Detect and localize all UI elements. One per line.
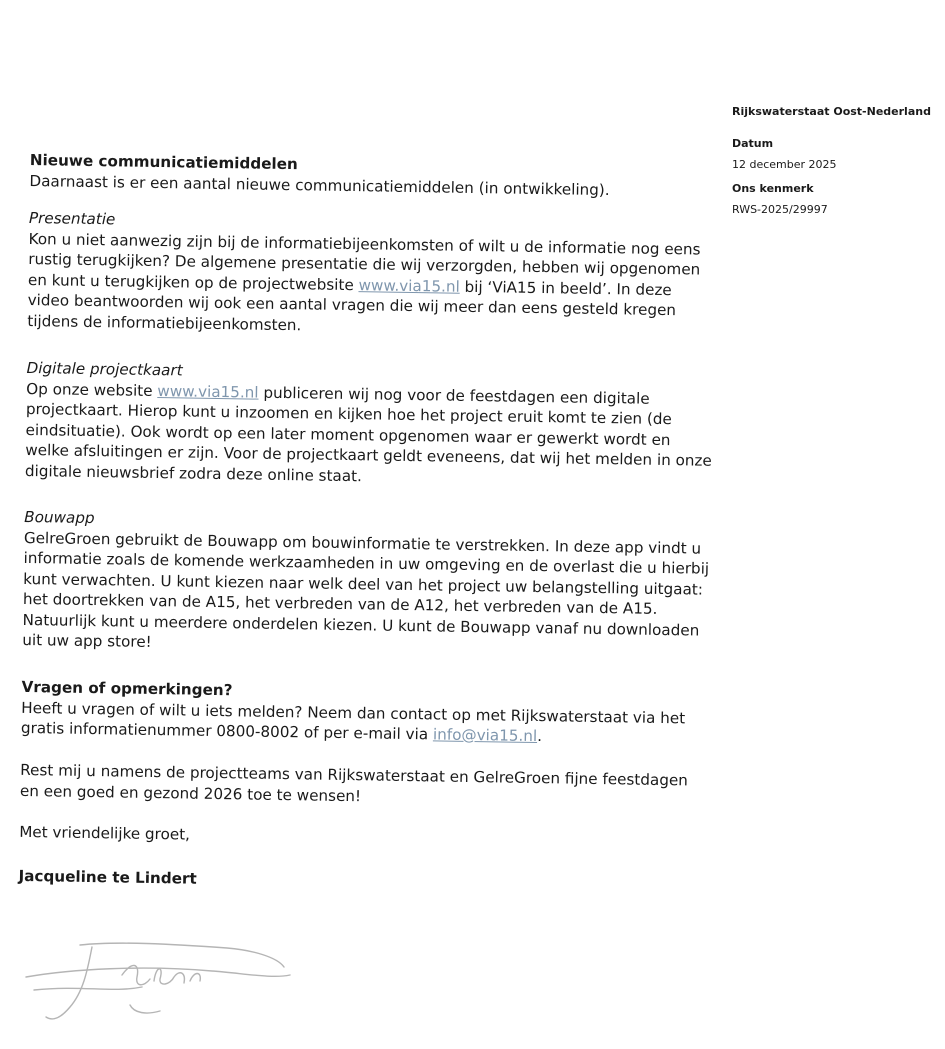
paragraph-project-map — [25, 378, 717, 491]
paragraph-text: Heeft u vragen of wilt u iets melden? Neem dan contact op met Rijkswaterstaat via het gratis informatienummer 0800-8002 of per e-mail via — [20, 698, 686, 744]
subheading-project-map: Digitale projectkaart — [26, 358, 183, 380]
signature-stroke — [34, 987, 142, 990]
date-value: 12 december 2025 — [732, 158, 837, 171]
signer-name: Jacqueline te Lindert — [18, 866, 197, 888]
section-bouwapp — [22, 507, 714, 661]
letter-meta-sidebar — [732, 105, 937, 217]
paragraph-text: Kon u niet aanwezig zijn bij de informatiebijeenkomsten of wilt u de informatie nog eens rustig terugkijken? De algemene presentatie die wij verzorgden, hebben wij opgenomen en kunt u terugkijken op de projectwebsite — [27, 229, 701, 294]
signature-stroke — [80, 943, 284, 967]
paragraph-text: bij ‘ViA15 in beeld’. In deze video beantwoorden wij ook een aantal vragen die wij meer dan eens gesteld kregen tijdens de informatiebijeenkomsten. — [27, 277, 677, 334]
signature-stroke — [154, 969, 184, 984]
section-heading-questions: Vragen of opmerkingen? — [21, 677, 233, 700]
section-heading-new-media: Nieuwe communicatiemiddelen — [29, 150, 298, 174]
date-label: Datum — [732, 137, 774, 150]
paragraph-text: Op onze website — [26, 379, 158, 400]
reference-value: RWS-2025/29997 — [732, 203, 828, 216]
closing-wishes — [20, 760, 711, 812]
letter-body — [18, 150, 720, 888]
signature-stroke — [130, 1005, 160, 1013]
website-link[interactable]: www.via15.nl — [157, 381, 259, 402]
section-presentation — [27, 208, 719, 342]
greeting-text: Met vriendelijke groet, — [19, 822, 191, 844]
organisation-name: Rijkswaterstaat Oost-Nederland — [732, 105, 931, 118]
paragraph-presentation — [27, 228, 719, 341]
signer-block — [18, 866, 708, 897]
paragraph-bouwapp: GelreGroen gebruikt de Bouwapp om bouwinformatie te verstrekken. In deze app vindt u informatie zoals de komende werkzaamheden in uw omgeving en de overlast die u hierbij kunt verwachten. U kunt kiezen naar welk deel van het project uw belangstelling uitgaat: het doortrekken van de A15, het verbreden van de A12, het verbreden van de A15. Natuurlijk kunt u meerdere onderdelen kiezen. U kunt de Bouwapp vanaf nu downloaden uit uw app store! — [22, 528, 710, 651]
signature-stroke — [46, 947, 92, 1019]
signature-stroke — [190, 974, 200, 982]
paragraph-text: . — [537, 727, 543, 746]
section-questions — [21, 677, 712, 749]
subheading-presentation: Presentatie — [28, 208, 116, 229]
section-intro: Daarnaast is er een aantal nieuwe communicatiemiddelen (in ontwikkeling). — [29, 171, 610, 199]
email-link[interactable]: info@via15.nl — [432, 725, 538, 746]
subheading-bouwapp: Bouwapp — [24, 507, 95, 528]
section-project-map — [25, 358, 717, 492]
paragraph-wishes: Rest mij u namens de projectteams van Rijkswaterstaat en GelreGroen fijne feestdagen en een goed en gezond 2026 toe te wensen! — [19, 760, 689, 805]
handwritten-signature — [22, 935, 312, 1030]
website-link[interactable]: www.via15.nl — [358, 275, 460, 296]
paragraph-text: publiceren wij nog voor de feestdagen een digitale projectkaart. Hierop kunt u inzoomen en kijken hoe het project eruit komt te zien (de eindsituatie). Ook wordt op een later moment opgenomen waar er gewerkt wordt en welke afsluitingen er zijn. Voor de projectkaart geldt eveneens, dat wij het melden in onze digitale nieuwsbrief zodra deze online staat. — [24, 383, 712, 485]
closing-greeting — [19, 822, 709, 853]
reference-label: Ons kenmerk — [732, 182, 814, 195]
section-new-media — [29, 150, 720, 202]
